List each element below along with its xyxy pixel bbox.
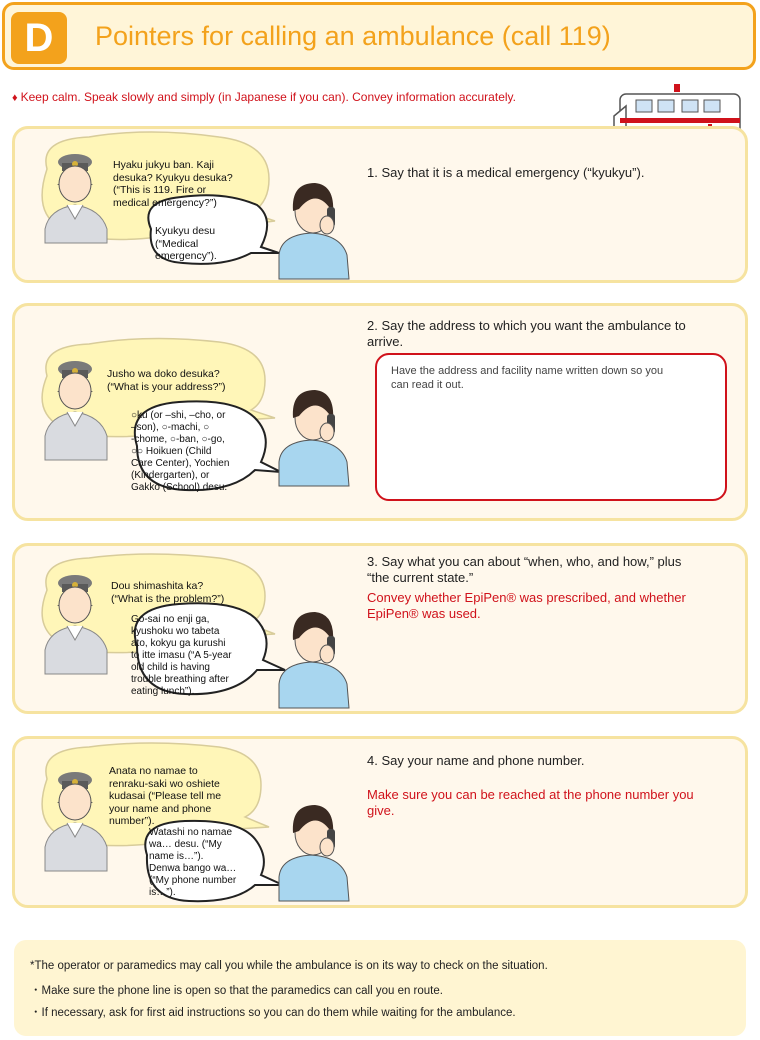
step-heading: 3. Say what you can about “when, who, and how,” plus “the current state.” [367,554,682,585]
step-card-3 [12,543,748,714]
caller-icon [279,390,349,486]
caller-line: ○ku (or –shi, –cho, or –son), ○-machi, ○ -chome, ○-ban, ○-go, ○○ Hoikuen (Child Care Center), Yochien (Kindergarten), or Gakko (School) desu. [131,410,230,493]
step-heading: 4. Say your name and phone number. [367,753,585,768]
page-header [2,2,756,70]
caller-icon [279,805,349,901]
operator-line: Dou shimashita ka? (“What is the problem?”) [111,580,225,605]
step-heading: 2. Say the address to which you want the ambulance to arrive. [367,318,686,349]
footer-notes [14,940,746,1036]
phone-reachable-note: Make sure you can be reached at the phone number you give. [367,787,694,818]
epipen-note: Convey whether EpiPen® was prescribed, and whether EpiPen® was used. [367,590,686,621]
operator-line: Anata no namae to renraku-saki wo oshiete kudasai (“Please tell me your name and phone number”). [109,765,222,827]
address-note-box: Have the address and facility name written down so you can read it out. [375,353,727,501]
operator-line: Hyaku jukyu ban. Kaji desuka? Kyukyu desuka? (“This is 119. Fire or medical emergency?”) [113,159,233,209]
footer-note: ・If necessary, ask for first aid instructions so you can do them while waiting for the ambulance. [30,1007,516,1019]
footer-note: *The operator or paramedics may call you while the ambulance is on its way to check on the situation. [30,960,548,972]
caller-line: Kyukyu desu (“Medical emergency”). [155,225,217,262]
step-card-1 [12,126,748,283]
section-badge: D [11,12,67,64]
caller-icon [279,612,349,708]
footer-note: ・Make sure the phone line is open so that the paramedics can call you en route. [30,985,443,997]
intro-line [12,90,516,104]
intro-text: Keep calm. Speak slowly and simply (in Japanese if you can). Convey information accurately. [20,90,516,104]
operator-line: Jusho wa doko desuka? (“What is your address?”) [107,368,226,393]
step-card-2 [12,303,748,521]
caller-line: Watashi no namae wa… desu. (“My name is…”). Denwa bango wa… (“My phone number is…”). [149,827,237,898]
diamond-bullet-icon: ♦ [12,92,18,104]
step-card-4 [12,736,748,908]
caller-line: Go-sai no enji ga, kyushoku wo tabeta ato, kokyu ga kurushi to itte imasu (“A 5-year old child is having trouble breathing after eating lunch”). [131,614,232,697]
step-heading: 1. Say that it is a medical emergency (“kyukyu”). [367,165,645,180]
page-title: Pointers for calling an ambulance (call 119) [95,21,611,51]
caller-icon [279,183,349,279]
